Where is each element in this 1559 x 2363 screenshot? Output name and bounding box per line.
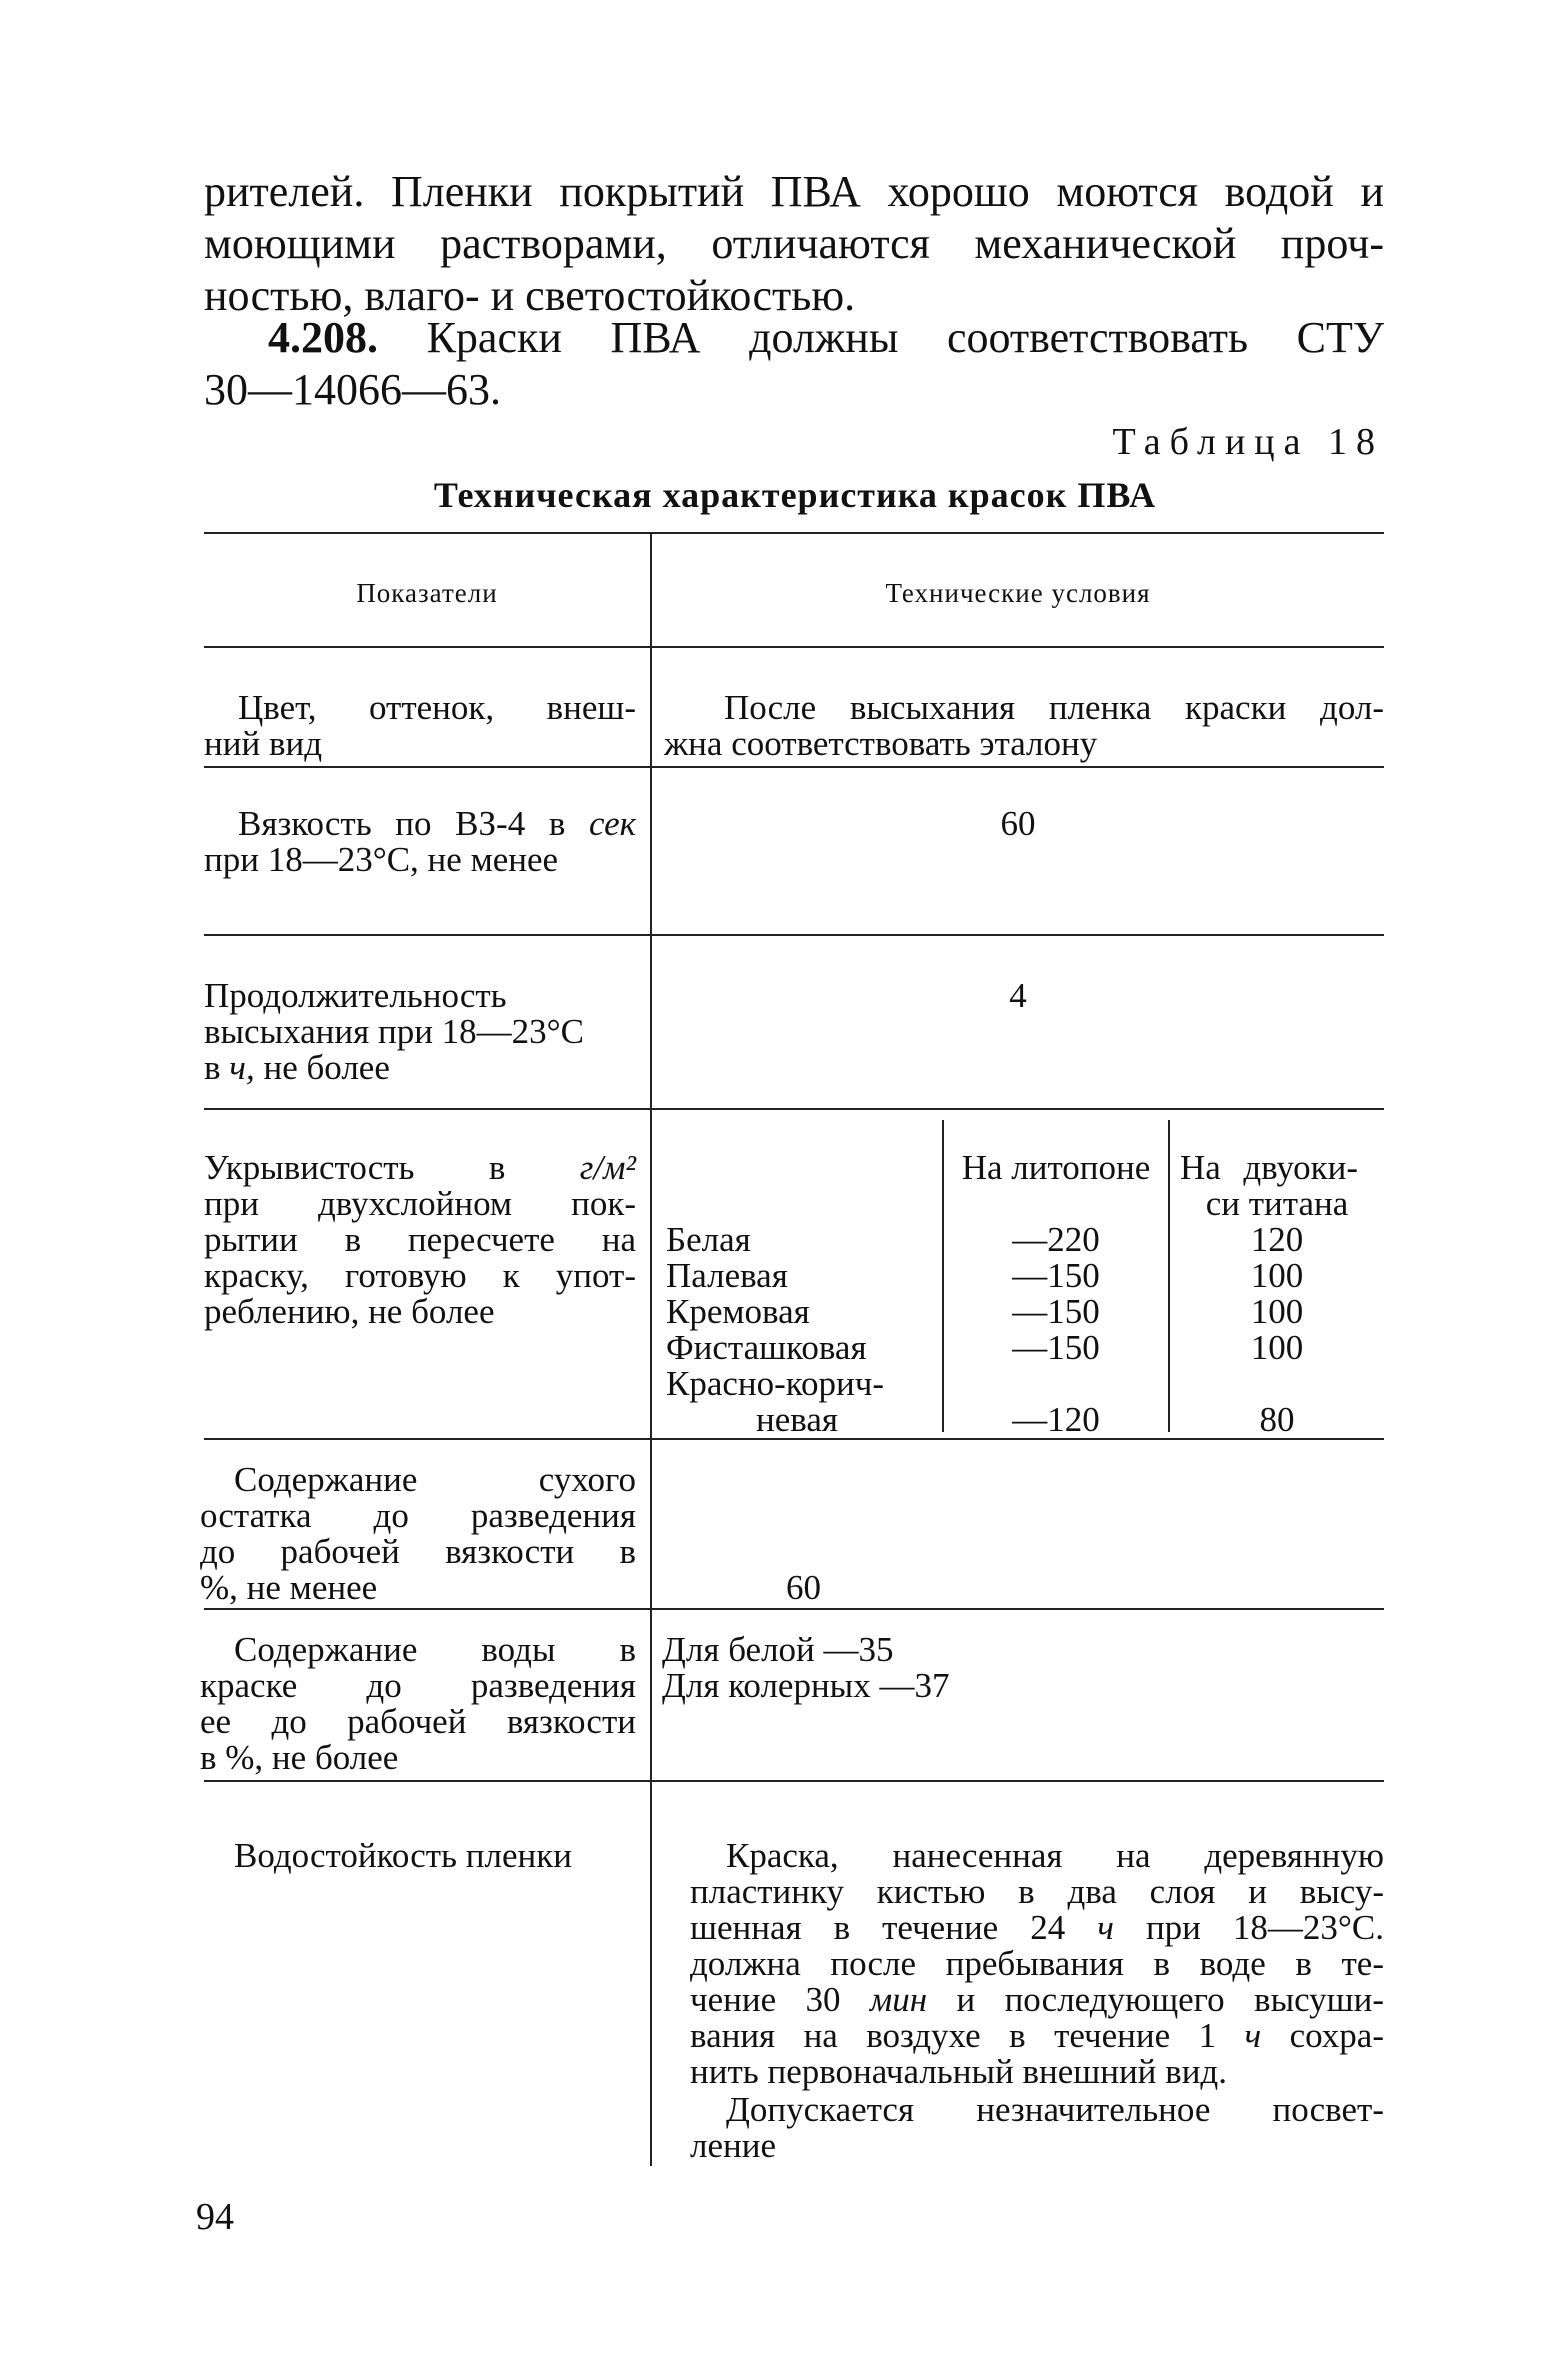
water-label-3: ее до рабочей вязкости <box>200 1702 636 1741</box>
drying-label-1: Продолжительность <box>204 976 507 1015</box>
wr-line3-pre: шенная в течение 24 <box>690 1908 1066 1947</box>
drying-label-3 <box>204 1050 390 1086</box>
viscosity-unit: сек <box>589 804 636 843</box>
wr-line5-post: и последующего высуши- <box>956 1980 1384 2019</box>
table-top-rule <box>204 532 1384 534</box>
intro-line-1: рителей. Пленки покрытий ПВА хорошо моются водой и <box>204 167 1384 216</box>
wr-value-line-3 <box>690 1910 1384 1946</box>
wr-note-line-2: ление <box>690 2126 776 2165</box>
wr-hours-unit-1: ч <box>1097 1908 1114 1947</box>
wr-line5-pre: чение 30 <box>690 1980 841 2019</box>
coverage-item-lithopone-4: —150 <box>1012 1328 1100 1367</box>
water-label-1: Содержание воды в <box>234 1630 636 1669</box>
wr-line3-post: при 18—23°С. <box>1145 1908 1385 1947</box>
wr-minutes-unit: мин <box>869 1980 928 2019</box>
header-bottom-rule <box>204 646 1384 648</box>
coverage-label-3: рытии в пересчете на <box>204 1220 636 1259</box>
header-conditions: Технические условия <box>885 578 1151 608</box>
wr-value-line-2: пластинку кистью в два слоя и высу- <box>690 1872 1384 1911</box>
coverage-item-titanium-4: 100 <box>1250 1328 1304 1367</box>
coverage-unit: г/м² <box>579 1148 636 1187</box>
color-label-1: Цвет, оттенок, внеш- <box>238 688 636 727</box>
water-value-2: Для колерных —37 <box>662 1666 950 1705</box>
water-value-1: Для белой —35 <box>662 1630 894 1669</box>
coverage-item-name-5b: невая <box>756 1400 838 1439</box>
drying-value: 4 <box>1009 976 1027 1015</box>
column-divider <box>650 532 652 2166</box>
water-label-4: в %, не более <box>200 1738 399 1777</box>
coverage-item-name-3: Кремовая <box>666 1292 810 1331</box>
drying-label-2: высыхания при 18—23°С <box>204 1012 585 1051</box>
drying-label-suffix: не более <box>263 1048 390 1087</box>
wr-line6-post: сохра- <box>1289 2016 1384 2055</box>
wr-value-line-1: Краска, нанесенная на деревянную <box>726 1836 1384 1875</box>
table-caption: Таблица 18 <box>1112 421 1384 463</box>
color-value-2: жна соответствовать эталону <box>664 724 1098 763</box>
coverage-item-name-5a: Красно-корич- <box>666 1364 885 1403</box>
wr-value-line-7: нить первоначальный внешний вид. <box>690 2052 1227 2091</box>
clause-text: Краски ПВА должны соответствовать СТУ <box>426 313 1384 362</box>
wr-value-line-4: должна после пребывания в воде в те- <box>690 1944 1384 1983</box>
coverage-label-2: при двухслойном пок- <box>204 1184 636 1223</box>
intro-line-3: ностью, влаго- и светостойкостью. <box>204 271 856 320</box>
header-indicators: Показатели <box>356 578 498 608</box>
clause-line-1 <box>268 312 1384 364</box>
dry-residue-label-1: Содержание сухого <box>234 1460 636 1499</box>
page-number: 94 <box>196 2196 234 2238</box>
wr-note-line-1: Допускается незначительное посвет- <box>726 2090 1384 2129</box>
row-rule-3 <box>204 1108 1384 1110</box>
coverage-item-lithopone-2: —150 <box>1012 1256 1100 1295</box>
wr-hours-unit-2: ч <box>1244 2016 1262 2055</box>
row-rule-1 <box>204 766 1384 768</box>
titanium-header-1: На двуоки- <box>1180 1148 1358 1187</box>
clause-number: 4.208. <box>268 313 378 362</box>
color-value-1: После высыхания пленка краски дол- <box>724 688 1384 727</box>
table-title: Техническая характеристика красок ПВА <box>433 475 1157 515</box>
viscosity-value: 60 <box>1000 804 1036 843</box>
dry-residue-label-2: остатка до разведения <box>200 1496 636 1535</box>
clause-line-2: 30—14066—63. <box>204 365 501 414</box>
water-label-2: краске до разведения <box>200 1666 636 1705</box>
color-label-2: ний вид <box>204 724 323 763</box>
dry-residue-label-4: %, не менее <box>200 1568 378 1607</box>
coverage-item-name-2: Палевая <box>666 1256 788 1295</box>
coverage-item-lithopone-5: —120 <box>1012 1400 1100 1439</box>
coverage-item-lithopone-3: —150 <box>1012 1292 1100 1331</box>
coverage-label-4: краску, готовую к упот- <box>204 1256 636 1295</box>
viscosity-label-text: Вязкость по ВЗ-4 в <box>238 804 566 843</box>
drying-unit: ч, <box>229 1048 255 1087</box>
coverage-item-name-1: Белая <box>666 1220 751 1259</box>
drying-label-prefix: в <box>204 1048 221 1087</box>
wr-value-line-6 <box>690 2018 1384 2054</box>
coverage-item-titanium-2: 100 <box>1250 1256 1304 1295</box>
coverage-label-5: реблению, не более <box>204 1292 495 1331</box>
wr-value-line-5 <box>690 1982 1384 2018</box>
coverage-item-lithopone-1: —220 <box>1012 1220 1100 1259</box>
coverage-item-titanium-3: 100 <box>1250 1292 1304 1331</box>
wr-line6-pre: вания на воздухе в течение 1 <box>690 2016 1217 2055</box>
coverage-item-name-4: Фисташковая <box>666 1328 867 1367</box>
dry-residue-label-3: до рабочей вязкости в <box>200 1532 636 1571</box>
row-rule-6 <box>204 1780 1384 1782</box>
row-rule-2 <box>204 934 1384 936</box>
intro-line-2: моющими растворами, отличаются механической проч- <box>204 219 1384 268</box>
coverage-label-text: Укрывистость в <box>204 1148 506 1187</box>
coverage-item-titanium-1: 120 <box>1250 1220 1304 1259</box>
dry-residue-value: 60 <box>786 1568 821 1607</box>
lithopone-header: На литопоне <box>961 1148 1151 1187</box>
coverage-item-titanium-5: 80 <box>1259 1400 1295 1439</box>
titanium-header-2: си титана <box>1205 1184 1349 1223</box>
coverage-label-1 <box>204 1150 636 1186</box>
viscosity-label-1 <box>238 806 636 842</box>
viscosity-label-2: при 18—23°С, не менее <box>204 840 559 879</box>
water-resistance-label: Водостойкость пленки <box>234 1836 572 1875</box>
row-rule-5 <box>204 1608 1384 1610</box>
